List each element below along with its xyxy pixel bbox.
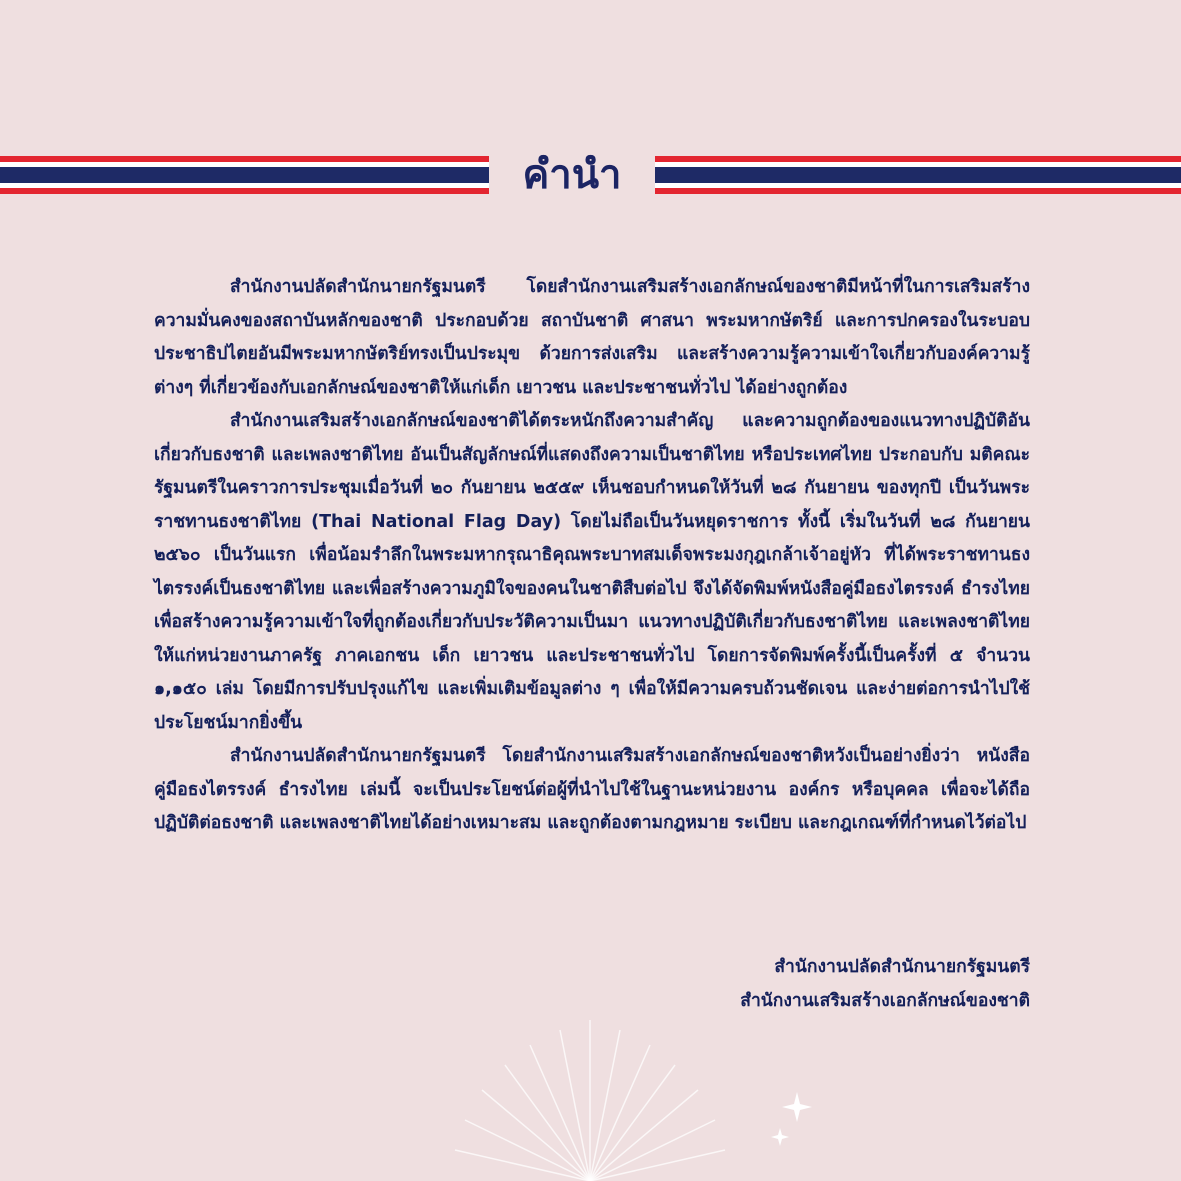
sparkle-icon [771,1092,812,1146]
paragraph-2: สำนักงานเสริมสร้างเอกลักษณ์ของชาติได้ตระหนักถึงความสำคัญ และความถูกต้องของแนวทางปฏิบัติอันเกี่ยวกับธงชาติ และเพลงชาติไทย อันเป็นสัญลักษณ์ที่แสดงถึงความเป็นชาติไทย หรือประเทศไทย ประกอบกับ มติคณะรัฐมนตรีในคราวการประชุมเมื่อวันที่ ๒๐ กันยายน ๒๕๕๙ เห็นชอบกำหนดให้วันที่ ๒๘ กันยายน ของทุกปี เป็นวันพระราชทานธงชาติไทย (Thai National Flag Day) โดยไม่ถือเป็นวันหยุดราชการ ทั้งนี้ เริ่มในวันที่ ๒๘ กันยายน ๒๕๖๐ เป็นวันแรก เพื่อน้อมรำลึกในพระมหากรุณาธิคุณพระบาทสมเด็จพระมงกุฎเกล้าเจ้าอยู่หัว ที่ได้พระราชทานธงไตรรงค์เป็นธงชาติไทย และเพื่อสร้างความภูมิใจของคนในชาติสืบต่อไป จึงได้จัดพิมพ์หนังสือคู่มือธงไตรรงค์ ธำรงไทย เพื่อสร้างความรู้ความเข้าใจที่ถูกต้องเกี่ยวกับประวัติความเป็นมา แนวทางปฏิบัติเกี่ยวกับธงชาติไทย และเพลงชาติไทย ให้แก่หน่วยงานภาครัฐ ภาคเอกชน เด็ก เยาวชน และประชาชนทั่วไป โดยการจัดพิมพ์ครั้งนี้เป็นครั้งที่ ๕ จำนวน ๑,๑๕๐ เล่ม โดยมีการปรับปรุงแก้ไข และเพิ่มเติมข้อมูลต่าง ๆ เพื่อให้มีความครบถ้วนชัดเจน และง่ายต่อการนำไปใช้ประโยชน์มากยิ่งขึ้น [154,411,1030,733]
paragraph-3: สำนักงานปลัดสำนักนายกรัฐมนตรี โดยสำนักงานเสริมสร้างเอกลักษณ์ของชาติหวังเป็นอย่างยิ่งว่า หนังสือคู่มือธงไตรรงค์ ธำรงไทย เล่มนี้ จะเป็นประโยชน์ต่อผู้ที่นำไปใช้ในฐานะหน่วยงาน องค์กร หรือบุคคล เพื่อจะได้ถือปฏิบัติต่อธงชาติ และเพลงชาติไทยได้อย่างเหมาะสม และถูกต้องตามกฎหมาย ระเบียบ และกฎเกณฑ์ที่กำหนดไว้ต่อไป [154,746,1030,833]
page-title: คำนำ [522,152,622,198]
paragraph-1: สำนักงานปลัดสำนักนายกรัฐมนตรี โดยสำนักงานเสริมสร้างเอกลักษณ์ของชาติมีหน้าที่ในการเสริมสร้างความมั่นคงของสถาบันหลักของชาติ ประกอบด้วย สถาบันชาติ ศาสนา พระมหากษัตริย์ และการปกครองในระบอบประชาธิปไตยอันมีพระมหากษัตริย์ทรงเป็นประมุข ด้วยการส่งเสริม และสร้างความรู้ความเข้าใจเกี่ยวกับองค์ความรู้ต่างๆ ที่เกี่ยวข้องกับเอกลักษณ์ของชาติให้แก่เด็ก เยาวชน และประชาชนทั่วไป ได้อย่างถูกต้อง [154,277,1030,398]
signature-line-1: สำนักงานปลัดสำนักนายกรัฐมนตรี [774,957,1030,977]
signature-line-2: สำนักงานเสริมสร้างเอกลักษณ์ของชาติ [740,991,1030,1011]
